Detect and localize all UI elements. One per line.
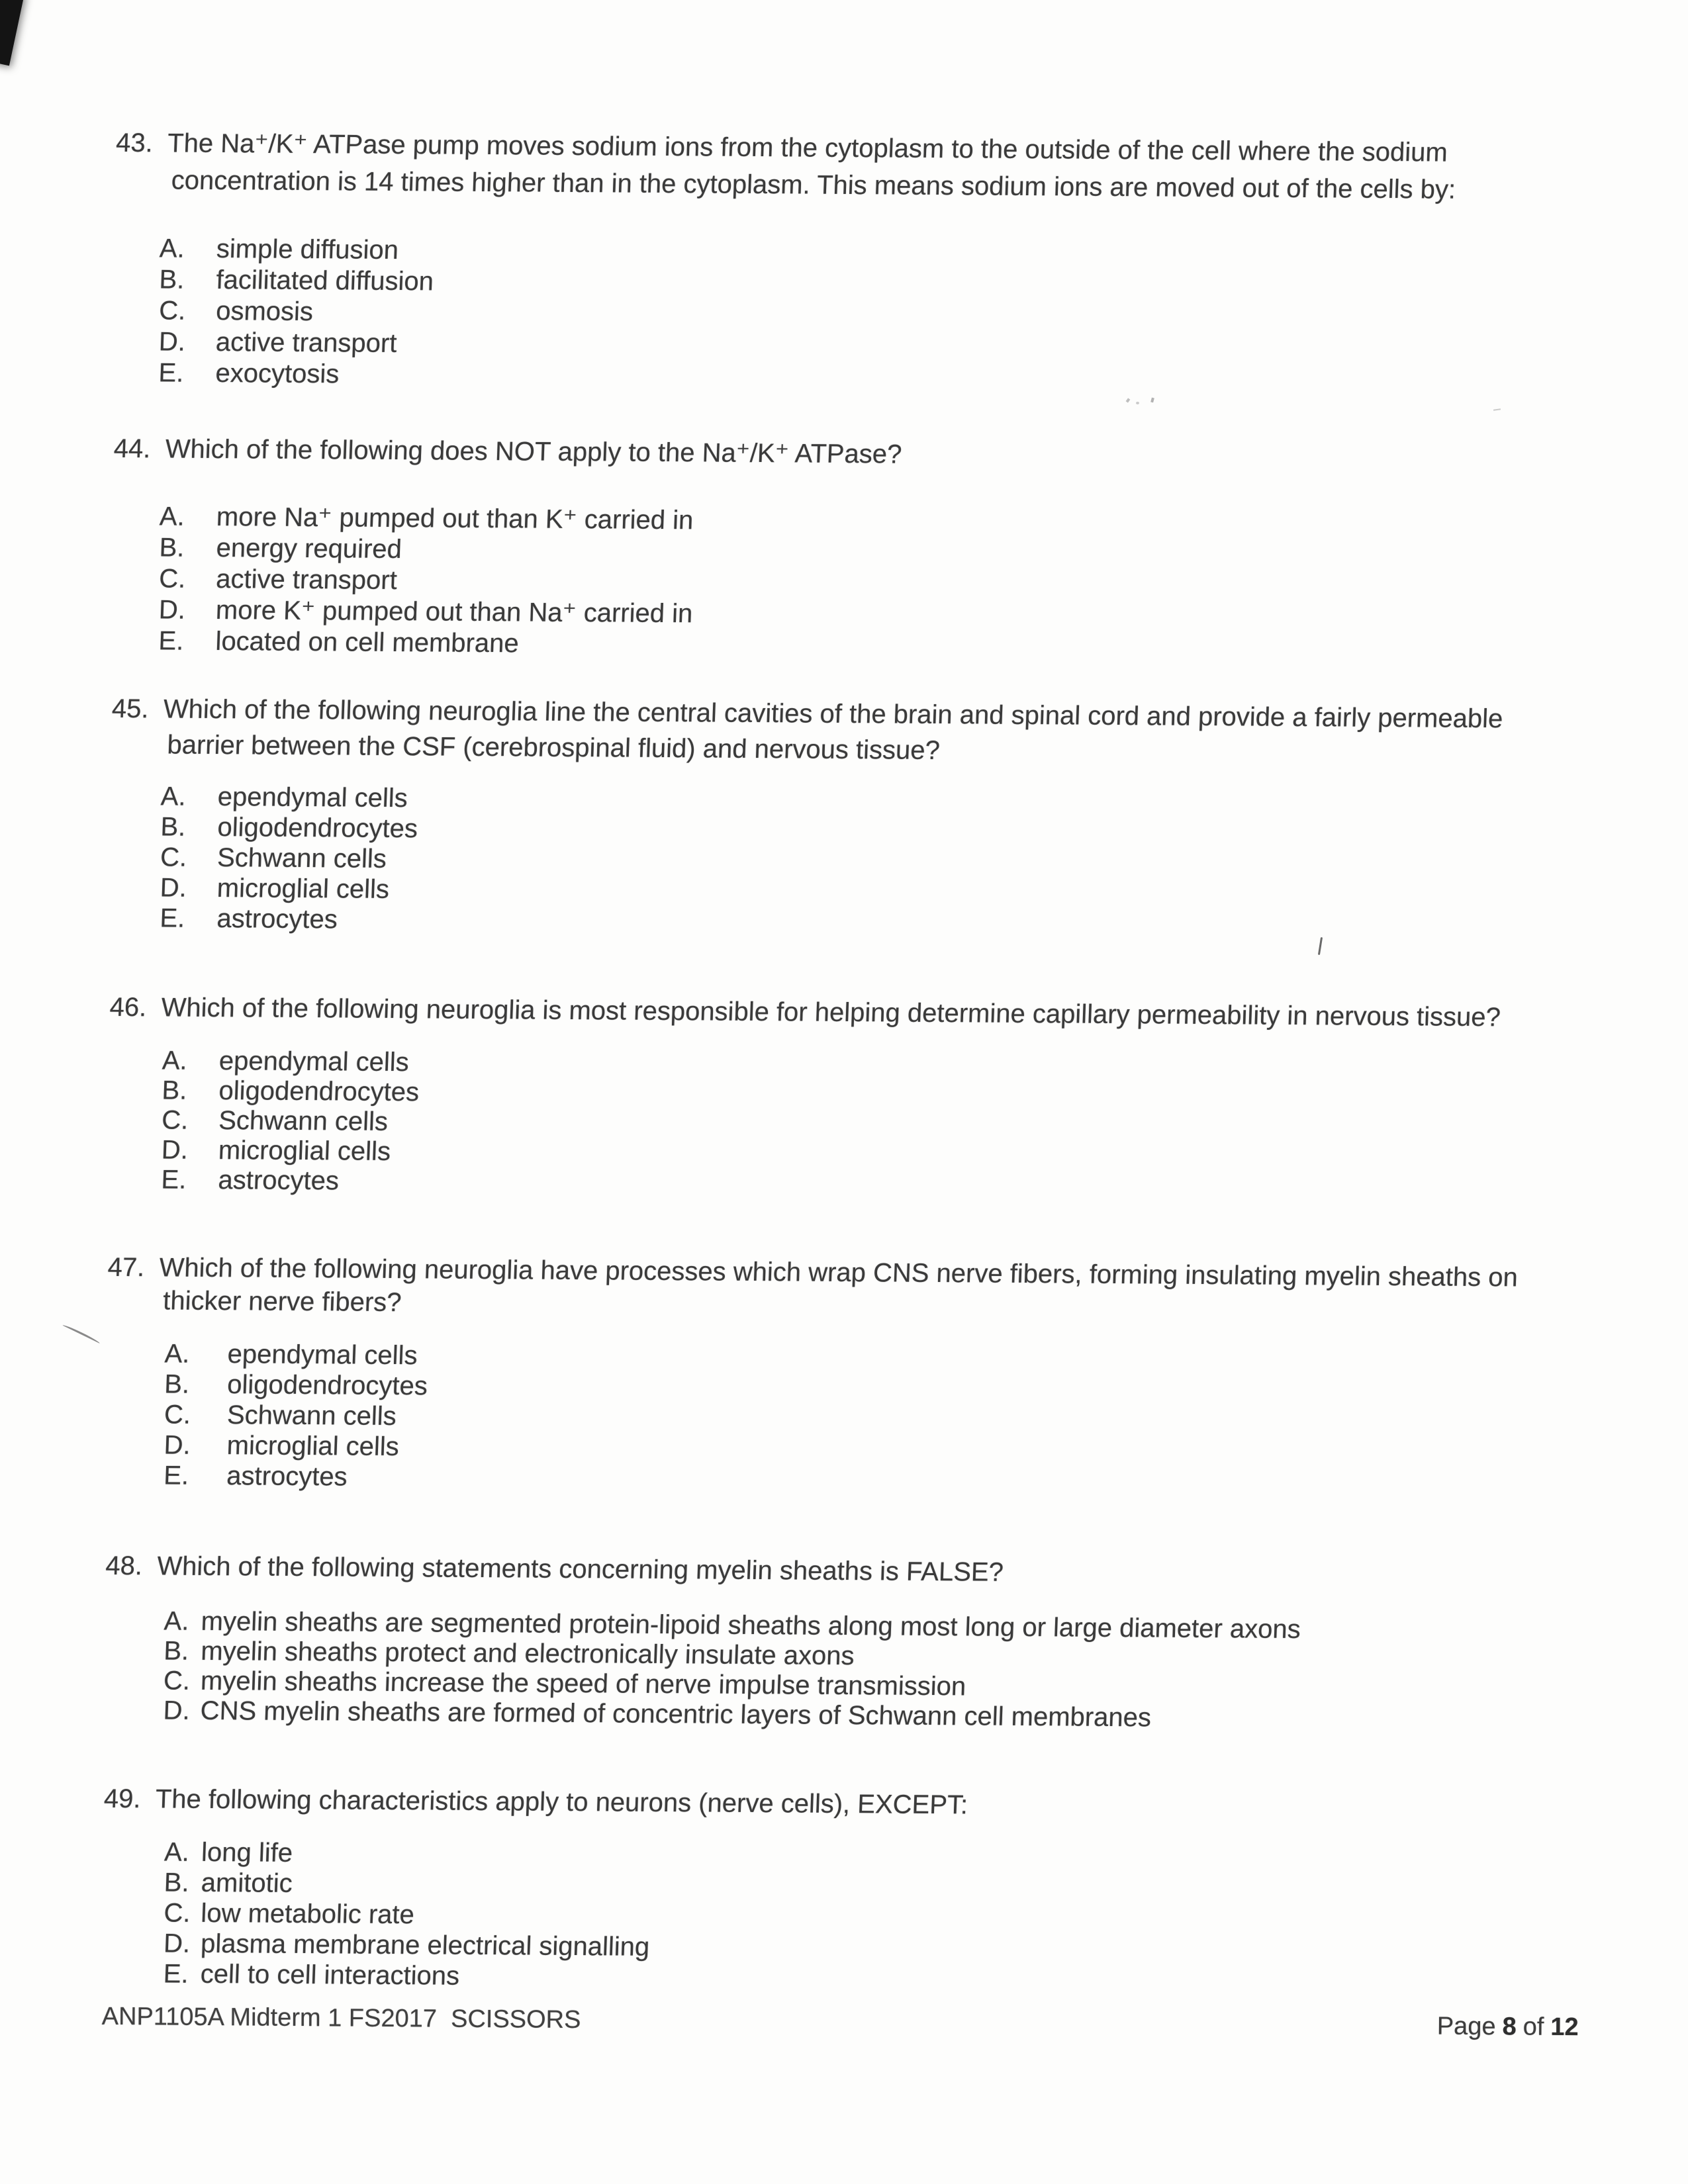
question-47 [107,1251,1517,1328]
option-row [164,1898,651,1932]
option-text: exocytosis [214,359,340,389]
option-text: myelin sheaths increase the speed of nerve impulse transmission [200,1666,966,1702]
question-44-line-1 [113,430,902,473]
option-text: oligodendrocytes [218,1076,420,1107]
option-letter: E. [163,1959,189,1989]
option-letter: D. [163,1430,191,1460]
question-48-text: Which of the following statements concerning myelin sheaths is FALSE? [156,1551,1004,1587]
question-49 [103,1780,968,1824]
option-letter: C. [164,1400,191,1430]
option-row [159,532,694,567]
page-number: 8 [1502,2013,1517,2041]
option-text: astrocytes [217,1165,340,1196]
option-letter: E. [160,1165,187,1195]
option-text: Schwann cells [216,843,387,874]
option-letter: A. [160,782,187,811]
option-row [160,842,418,874]
question-44 [113,430,902,473]
option-row [158,563,693,598]
question-47-line-2: thicker nerve fibers? [162,1286,402,1318]
option-row [164,1399,428,1432]
option-text: oligodendrocytes [216,813,418,844]
option-letter: B. [158,265,185,295]
option-letter: E. [163,1461,189,1490]
option-row [159,501,694,536]
option-row [158,625,693,660]
option-text: active transport [215,328,398,359]
option-letter: E. [158,626,185,656]
question-49-line-1 [103,1780,968,1824]
question-45-number: 45. [111,694,150,724]
option-text: microglial cells [216,874,390,904]
option-text: long life [201,1837,293,1868]
option-letter: C. [158,296,187,326]
question-46 [109,989,1501,1036]
question-46-line-1 [109,989,1501,1036]
option-text: Schwann cells [226,1400,397,1432]
option-text: astrocytes [226,1461,348,1492]
option-text: low metabolic rate [200,1898,415,1930]
option-letter: D. [161,1135,189,1165]
question-46-text: Which of the following neuroglia is most responsible for helping determine capillary permeability in nervous tissue? [160,993,1501,1032]
question-43 [115,124,1456,208]
option-row [164,1460,428,1492]
question-49-text: The following characteristics apply to neurons (nerve cells), EXCEPT: [155,1784,968,1820]
option-row [161,1105,419,1137]
option-text: simple diffusion [216,234,399,265]
question-43-line-2: concentration is 14 times higher than in the cytoplasm. This means sodium ions are moved out of the cells by: [171,165,1456,205]
option-letter: C. [158,564,187,594]
option-row [160,811,418,844]
option-text: microglial cells [226,1431,400,1462]
question-47-number: 47. [107,1252,146,1283]
option-text: plasma membrane electrical signalling [200,1929,651,1962]
footer-course-info: ANP1105A Midterm 1 FS2017 SCISSORS [101,2002,581,2034]
option-row [164,1369,428,1401]
option-letter: A. [163,1606,190,1636]
option-text: ependymal cells [218,1046,410,1077]
question-43-options [114,233,434,391]
option-text: oligodendrocytes [226,1370,428,1401]
question-43-number: 43. [115,128,154,158]
question-45-options [110,781,418,935]
question-46-options [108,1046,419,1197]
question-47-text: Which of the following neuroglia have processes which wrap CNS nerve fibers, forming insulating myelin sheaths on [158,1253,1519,1293]
option-letter: C. [163,1898,191,1928]
question-48-line-1 [105,1547,1004,1591]
option-row [164,1837,651,1871]
question-48-number: 48. [105,1551,143,1581]
option-letter: B. [161,1075,188,1105]
option-text: ependymal cells [217,782,408,813]
option-row [163,1959,650,1993]
option-row [160,903,418,935]
option-text: microglial cells [218,1136,391,1166]
question-49-number: 49. [103,1784,142,1814]
question-46-number: 46. [109,992,148,1023]
question-44-text: Which of the following does NOT apply to the Na⁺/K⁺ ATPase? [165,434,903,469]
option-text: cell to cell interactions [200,1959,460,1991]
option-letter: B. [160,812,187,842]
option-letter: A. [159,234,185,263]
option-letter: B. [164,1868,190,1897]
option-row [161,1135,419,1167]
option-text: myelin sheaths are segmented protein-lipoid sheaths along most long or large diameter axons [200,1606,1301,1645]
question-45-line-2: barrier between the CSF (cerebrospinal fluid) and nervous tissue? [166,730,941,766]
option-letter: B. [163,1636,189,1666]
option-letter: D. [160,873,187,903]
question-47-options [106,1338,428,1493]
question-49-options [102,1837,650,1993]
option-row [158,326,434,359]
question-48-options [104,1606,1300,1734]
option-text: facilitated diffusion [215,265,434,296]
question-45-text: Which of the following neuroglia line the central cavities of the brain and spinal cord and provide a fairly permeable [163,694,1504,734]
question-48 [105,1547,1004,1591]
option-letter: C. [160,842,187,872]
option-text: myelin sheaths protect and electronically insulate axons [200,1636,855,1671]
footer-page-indicator [1437,2010,1579,2044]
option-row [162,1075,420,1107]
option-text: osmosis [215,296,314,327]
option-letter: D. [162,1696,191,1725]
option-text: astrocytes [216,904,338,934]
option-row [161,1165,419,1197]
question-44-options [112,501,693,660]
option-letter: C. [161,1105,189,1135]
option-letter: E. [158,358,185,388]
question-43-text: The Na⁺/K⁺ ATPase pump moves sodium ions from the cytoplasm to the outside of the cell where the sodium [167,128,1448,167]
option-letter: E. [159,903,186,933]
page-label: Page [1436,2012,1496,2041]
option-text: more Na⁺ pumped out than K⁺ carried in [216,502,694,535]
option-text: amitotic [201,1868,293,1898]
option-letter: C. [163,1666,191,1696]
option-text: ependymal cells [226,1340,418,1371]
option-row [160,781,418,813]
option-row [163,1929,650,1962]
option-text: energy required [215,533,402,565]
option-row [159,233,434,266]
of-label: of [1523,2013,1544,2041]
option-text: active transport [215,565,398,596]
option-row [164,1338,428,1371]
option-letter: D. [158,595,186,625]
option-letter: A. [164,1837,190,1867]
option-letter: D. [158,327,186,357]
option-text: located on cell membrane [214,627,520,659]
question-44-number: 44. [113,433,152,464]
option-row [158,357,434,390]
option-row [158,295,434,328]
option-text: Schwann cells [218,1106,389,1136]
option-row [164,1868,651,1901]
option-letter: B. [164,1369,190,1399]
option-letter: B. [158,533,185,563]
option-row [164,1430,428,1462]
option-text: more K⁺ pumped out than Na⁺ carried in [215,596,694,629]
option-letter: A. [159,502,185,531]
option-letter: D. [163,1929,191,1958]
total-pages: 12 [1550,2013,1579,2042]
question-45 [111,691,1503,772]
option-row [160,872,418,905]
option-row [158,594,693,629]
option-letter: A. [164,1339,191,1369]
option-text: CNS myelin sheaths are formed of concentric layers of Schwann cell membranes [199,1696,1152,1733]
option-row [162,1046,420,1077]
option-letter: A. [162,1046,188,1075]
option-row [159,264,434,297]
